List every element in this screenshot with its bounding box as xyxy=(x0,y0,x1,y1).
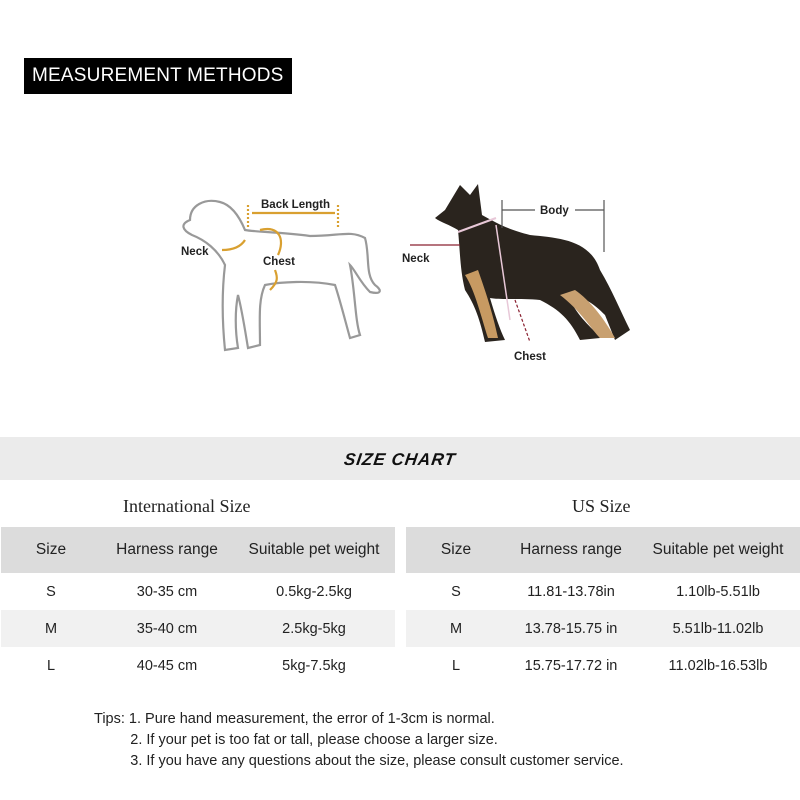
cell-weight: 0.5kg-2.5kg xyxy=(276,583,352,600)
back-length-label: Back Length xyxy=(261,199,331,211)
header-size: Size xyxy=(406,527,506,573)
cell-range: 15.75-17.72 in xyxy=(524,657,618,674)
cell-size: S xyxy=(46,583,56,600)
table-row xyxy=(406,610,800,647)
cell-size: L xyxy=(46,657,56,674)
cell-size: M xyxy=(406,610,506,647)
table-header-row xyxy=(1,527,395,573)
cell-weight: 5.51lb-11.02lb xyxy=(636,610,800,647)
cell-weight: 1.10lb-5.51lb xyxy=(676,583,760,600)
cell-weight: 11.02lb-16.53lb xyxy=(668,657,768,674)
international-size-title: International Size xyxy=(123,496,251,516)
header-pet-weight: Suitable pet weight xyxy=(636,527,800,573)
cell-range: 40-45 cm xyxy=(136,657,198,674)
us-size-table xyxy=(406,527,800,684)
german-shepherd-photo xyxy=(435,184,630,342)
measurement-diagrams xyxy=(160,170,640,370)
size-chart-title: SIZE CHART xyxy=(342,450,458,469)
tip-line: Tips: 1. Pure hand measurement, the error of 1-3cm is normal. xyxy=(94,711,495,727)
table-row xyxy=(1,647,395,684)
header-harness-range: Harness range xyxy=(506,527,636,573)
international-size-table xyxy=(1,527,395,684)
cell-range: 11.81-13.78in xyxy=(527,583,615,600)
body-label: Body xyxy=(540,205,569,217)
table-row xyxy=(406,647,800,684)
table-row xyxy=(1,610,395,647)
header-harness-range: Harness range xyxy=(101,527,233,573)
cell-size: L xyxy=(451,657,461,674)
measurement-methods-title: MEASUREMENT METHODS xyxy=(24,58,292,94)
tips-section xyxy=(94,709,624,772)
cell-size: S xyxy=(451,583,461,600)
chest-label-left: Chest xyxy=(263,256,295,268)
neck-label-right: Neck xyxy=(402,253,430,265)
tip-line: 2. If your pet is too fat or tall, please choose a larger size. xyxy=(94,732,498,748)
table-header-row xyxy=(406,527,800,573)
us-size-title: US Size xyxy=(572,496,631,516)
cell-range: 35-40 cm xyxy=(101,610,233,647)
header-size: Size xyxy=(1,527,101,573)
cell-size: M xyxy=(1,610,101,647)
chest-label-right: Chest xyxy=(514,351,546,363)
header-pet-weight: Suitable pet weight xyxy=(233,527,395,573)
dog-outline-illustration xyxy=(183,201,379,350)
cell-range: 30-35 cm xyxy=(136,583,198,600)
size-chart-banner xyxy=(0,437,800,480)
cell-weight: 5kg-7.5kg xyxy=(282,657,346,674)
cell-weight: 2.5kg-5kg xyxy=(233,610,395,647)
table-row xyxy=(1,573,395,610)
cell-range: 13.78-15.75 in xyxy=(506,610,636,647)
neck-label-left: Neck xyxy=(181,246,209,258)
tip-line: 3. If you have any questions about the size, please consult customer service. xyxy=(94,753,624,769)
table-row xyxy=(406,573,800,610)
